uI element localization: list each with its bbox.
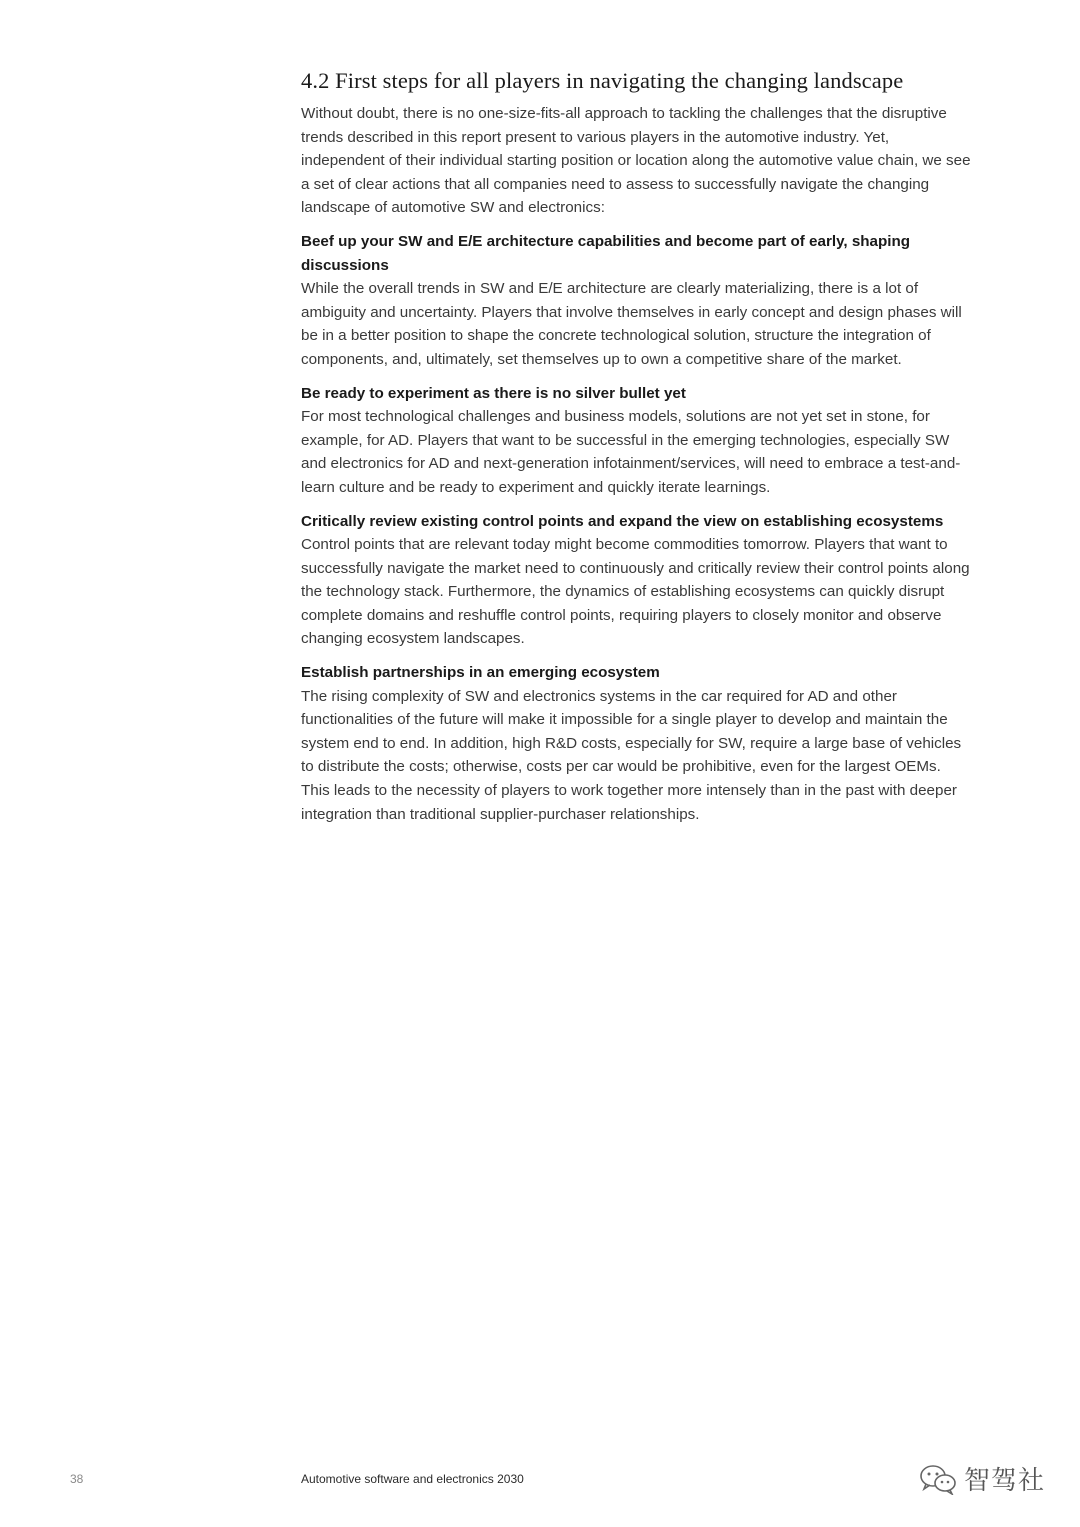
action-body: For most technological challenges and business models, solutions are not yet set in stone, for example, for AD. Players that want to be successful in the emerging technologies, especially SW and electronics for AD and next-generation infotainment/services, will need to embrace a test-and-learn culture and be ready to experiment and quickly iterate learnings. bbox=[301, 408, 961, 496]
watermark-text: 智驾社 bbox=[964, 1466, 1046, 1496]
wechat-icon bbox=[918, 1463, 958, 1495]
action-heading: Be ready to experiment as there is no silver bullet yet bbox=[301, 384, 686, 402]
action-body: While the overall trends in SW and E/E architecture are clearly materializing, there is a lot of ambiguity and uncertainty. Players that involve themselves in early concept and design phases will be in a better position to shape the concrete technological solution, structure the integration of components, and, ultimately, set themselves up to own a competitive share of the market. bbox=[301, 280, 962, 368]
publication-title: Automotive software and electronics 2030 bbox=[301, 1472, 524, 1486]
action-body: Control points that are relevant today might become commodities tomorrow. Players that want to successfully navigate the market need to continuously and critically review their control points along the technology stack. Furthermore, the dynamics of establishing ecosystems can quickly disrupt complete domains and reshuffle control points, requiring players to closely monitor and observe changing ecosystem landscapes. bbox=[301, 536, 970, 648]
action-heading: Establish partnerships in an emerging ecosystem bbox=[301, 664, 660, 682]
action-heading: Beef up your SW and E/E architecture capabilities and become part of early, shaping discussions bbox=[301, 232, 911, 274]
intro-paragraph: Without doubt, there is no one-size-fits-all approach to tackling the challenges that the disruptive trends described in this report present to various players in the automotive industry. Yet, independent of their individual starting position or location along the automotive value chain, we see a set of clear actions that all companies need to assess to successfully navigate the changing landscape of automotive SW and electronics: bbox=[301, 105, 971, 217]
action-block-control-points bbox=[301, 510, 971, 652]
action-block-partnerships bbox=[301, 661, 971, 826]
action-block-experiment bbox=[301, 382, 971, 500]
action-block-capabilities bbox=[301, 230, 971, 372]
page-content bbox=[301, 66, 971, 836]
section-title: 4.2 First steps for all players in navigating the changing landscape bbox=[301, 68, 904, 93]
page-number: 38 bbox=[70, 1472, 84, 1486]
action-heading: Critically review existing control points and expand the view on establishing ecosystems bbox=[301, 512, 944, 530]
action-body: The rising complexity of SW and electronics systems in the car required for AD and other functionalities of the future will make it impossible for a single player to develop and maintain the system end to end. In addition, high R&D costs, especially for SW, require a large base of vehicles to distribute the costs; otherwise, costs per car would be prohibitive, even for the largest OEMs. This leads to the necessity of players to work together more intensely than in the past with deeper integration than traditional supplier-purchaser relationships. bbox=[301, 687, 962, 823]
watermark bbox=[918, 1460, 1045, 1497]
